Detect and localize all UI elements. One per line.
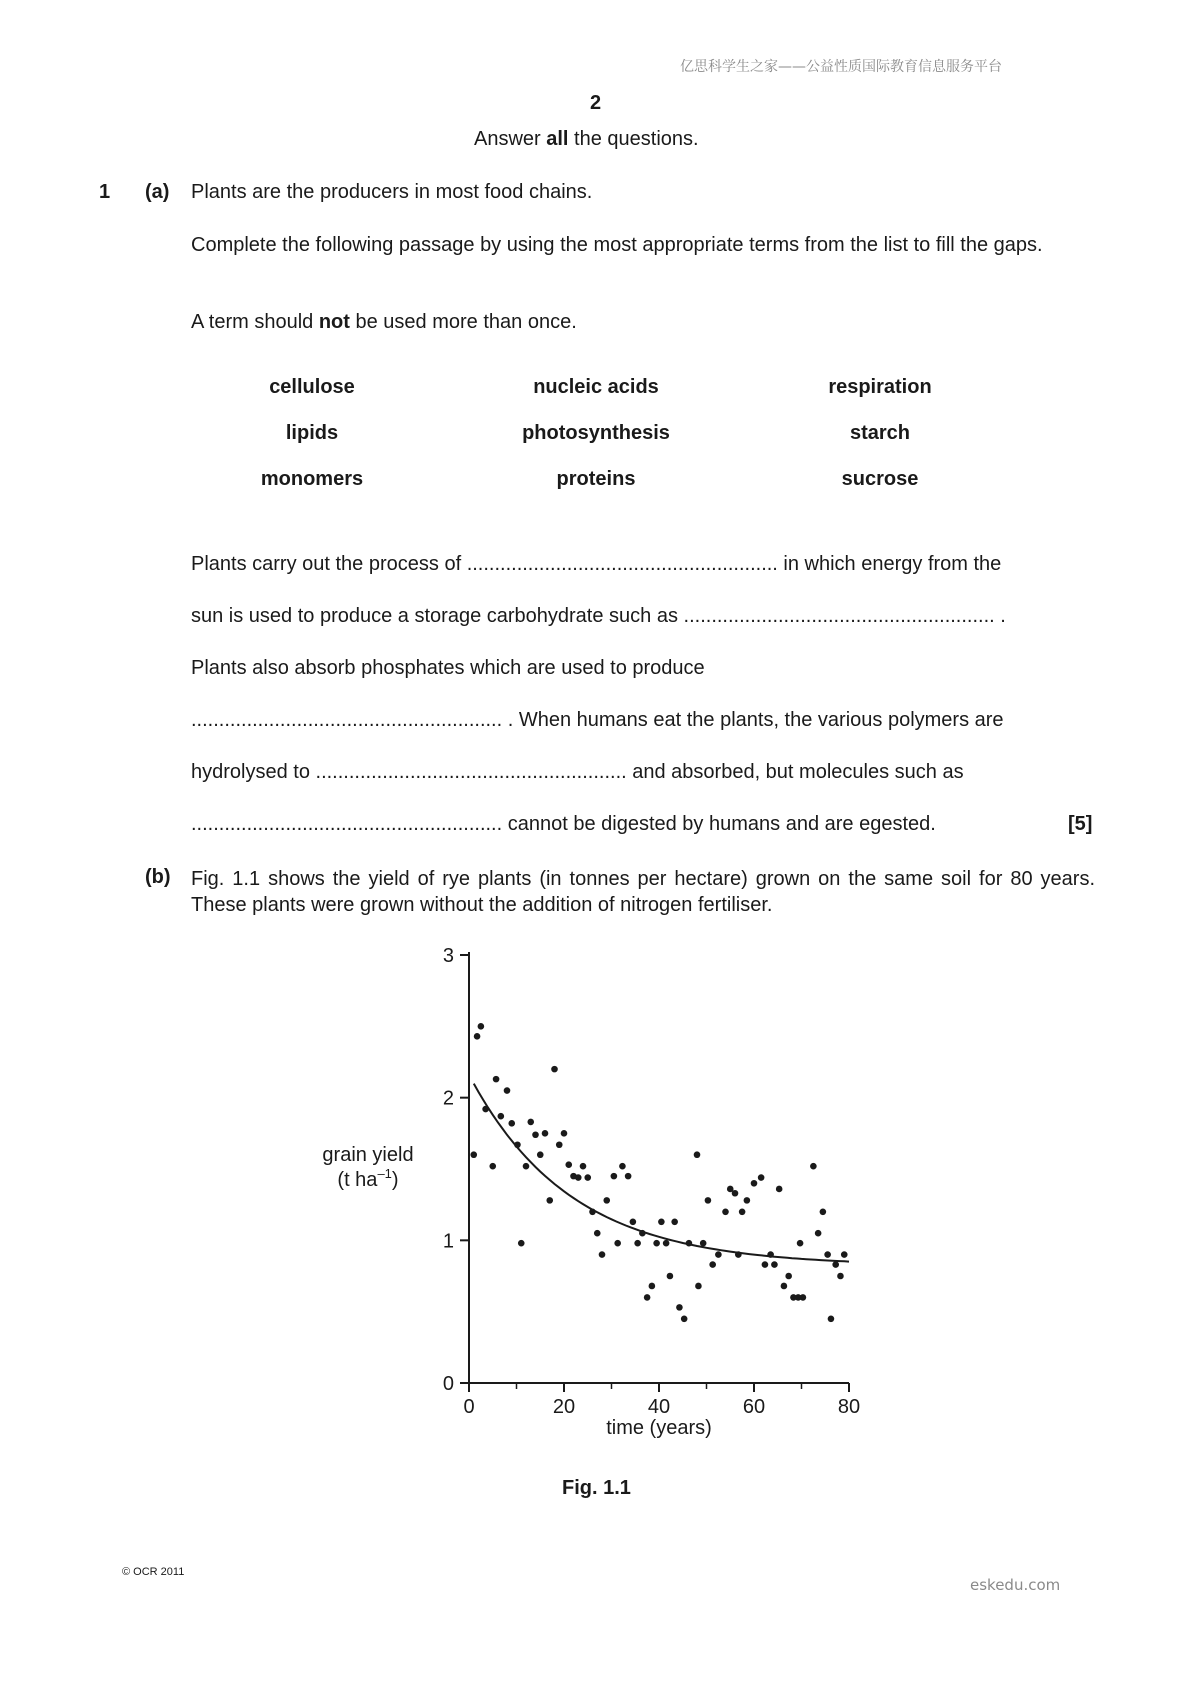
blank-1[interactable]: ........................................................ <box>466 553 778 575</box>
data-point <box>776 1186 783 1193</box>
data-point <box>653 1240 660 1247</box>
rule-bold: not <box>318 311 350 333</box>
data-point <box>527 1119 534 1126</box>
term: sucrose <box>841 468 919 490</box>
data-point <box>797 1240 804 1247</box>
data-point <box>828 1316 835 1323</box>
data-point <box>694 1151 701 1158</box>
x-tick-label: 20 <box>552 1396 576 1418</box>
data-point <box>681 1316 688 1323</box>
part-a-task: Complete the following passage by using the most appropriate terms from the list to fill the gaps. <box>191 234 1043 256</box>
data-point <box>474 1033 481 1040</box>
ylabel-sup: –1 <box>377 1166 392 1181</box>
part-a-intro: Plants are the producers in most food chains. <box>191 181 593 203</box>
text: cannot be digested by humans and are egested. <box>502 813 936 835</box>
blank-3[interactable]: ........................................................ <box>191 709 503 731</box>
part-b-label: (b) <box>145 866 171 888</box>
instruction-post: the questions. <box>568 128 699 150</box>
data-point <box>785 1273 792 1280</box>
x-tick-label: 40 <box>647 1396 671 1418</box>
chart-ticks <box>443 945 860 1418</box>
data-point <box>751 1180 758 1187</box>
y-axis-label-line2 <box>337 1166 398 1191</box>
text: . When humans eat the plants, the various polymers are <box>502 709 1004 731</box>
term: nucleic acids <box>533 376 659 398</box>
data-point <box>584 1174 591 1181</box>
text: and absorbed, but molecules such as <box>626 761 964 783</box>
data-point <box>695 1283 702 1290</box>
data-point <box>810 1163 817 1170</box>
data-point <box>619 1163 626 1170</box>
term: lipids <box>285 422 339 444</box>
data-point <box>832 1261 839 1268</box>
term: starch <box>849 422 911 444</box>
data-point <box>758 1174 765 1181</box>
data-point <box>744 1197 751 1204</box>
data-point <box>551 1066 558 1073</box>
term: monomers <box>260 468 364 490</box>
data-point <box>676 1304 683 1311</box>
data-point <box>594 1230 601 1237</box>
x-tick-label: 60 <box>742 1396 766 1418</box>
data-point <box>732 1190 739 1197</box>
term: photosynthesis <box>522 422 670 444</box>
watermark-footer: eskedu.com <box>970 1576 1061 1594</box>
part-a-rule <box>191 311 577 334</box>
data-point <box>762 1261 769 1268</box>
y-tick-label: 3 <box>442 945 454 967</box>
chart-points <box>470 1023 847 1322</box>
question-number: 1 <box>99 181 111 203</box>
data-point <box>658 1218 665 1225</box>
data-point <box>498 1113 505 1120</box>
y-tick-label: 1 <box>442 1230 454 1253</box>
blank-2[interactable]: ........................................................ <box>683 605 995 627</box>
passage-line-3: Plants also absorb phosphates which are used to produce <box>191 657 705 679</box>
blank-5[interactable]: ........................................................ <box>191 813 503 835</box>
data-point <box>532 1131 539 1138</box>
x-tick-label: 0 <box>463 1396 475 1418</box>
term: cellulose <box>269 376 355 398</box>
data-point <box>625 1173 632 1180</box>
data-point <box>800 1294 807 1301</box>
rule-pre: A term should <box>191 311 319 333</box>
data-point <box>489 1163 496 1170</box>
text: . <box>994 605 1006 627</box>
y-tick-label: 0 <box>442 1373 454 1395</box>
text: in which energy from the <box>777 553 1002 575</box>
data-point <box>671 1218 678 1225</box>
x-axis-label: time (years) <box>606 1417 712 1439</box>
data-point <box>700 1240 707 1247</box>
term: proteins <box>556 468 636 490</box>
ylabel-post: ) <box>391 1169 399 1191</box>
data-point <box>837 1273 844 1280</box>
data-point <box>478 1023 485 1030</box>
data-point <box>508 1120 515 1127</box>
text: hydrolysed to <box>191 761 316 783</box>
y-tick-label: 2 <box>442 1087 454 1110</box>
data-point <box>815 1230 822 1237</box>
data-point <box>493 1076 500 1083</box>
data-point <box>663 1240 670 1247</box>
part-b-text: Fig. 1.1 shows the yield of rye plants (in tonnes per hectare) grown on the same soil for 80 years. These plants were grown without the addition of nitrogen fertiliser. <box>191 868 1095 916</box>
grain-yield-scatter-chart <box>290 920 890 1450</box>
data-point <box>771 1261 778 1268</box>
watermark-header: 亿思科学生之家——公益性质国际教育信息服务平台 <box>680 59 1002 75</box>
data-point <box>781 1283 788 1290</box>
data-point <box>722 1209 729 1216</box>
data-point <box>603 1197 610 1204</box>
text: Plants carry out the process of <box>191 553 467 575</box>
rule-post: be used more than once. <box>349 311 577 333</box>
data-point <box>561 1130 568 1137</box>
passage-line-6 <box>191 813 936 836</box>
data-point <box>523 1163 530 1170</box>
figure-caption: Fig. 1.1 <box>562 1477 631 1499</box>
data-point <box>614 1240 621 1247</box>
x-tick-label: 80 <box>837 1396 861 1418</box>
data-point <box>504 1087 511 1094</box>
data-point <box>470 1151 477 1158</box>
blank-4[interactable]: ........................................................ <box>315 761 627 783</box>
data-point <box>556 1141 563 1148</box>
data-point <box>611 1173 618 1180</box>
data-point <box>709 1261 716 1268</box>
passage-line-4 <box>191 709 1004 732</box>
y-axis-label-line1: grain yield <box>322 1144 414 1166</box>
data-point <box>705 1197 712 1204</box>
data-point <box>634 1240 641 1247</box>
trend-curve <box>474 1084 849 1262</box>
data-point <box>644 1294 651 1301</box>
data-point <box>649 1283 656 1290</box>
data-point <box>630 1218 637 1225</box>
data-point <box>565 1161 572 1168</box>
data-point <box>667 1273 674 1280</box>
passage-line-1 <box>191 553 1001 576</box>
data-point <box>715 1251 722 1258</box>
marks: [5] <box>1068 813 1093 835</box>
data-point <box>546 1197 553 1204</box>
data-point <box>518 1240 525 1247</box>
instruction <box>474 128 699 151</box>
instruction-bold: all <box>546 128 569 150</box>
data-point <box>542 1130 549 1137</box>
data-point <box>599 1251 606 1258</box>
instruction-pre: Answer <box>474 128 547 150</box>
data-point <box>537 1151 544 1158</box>
data-point <box>739 1209 746 1216</box>
data-point <box>841 1251 848 1258</box>
page-number: 2 <box>590 92 602 114</box>
data-point <box>575 1174 582 1181</box>
passage-line-2 <box>191 605 1006 628</box>
passage-line-5 <box>191 761 964 784</box>
part-a-label: (a) <box>145 181 170 203</box>
data-point <box>820 1209 827 1216</box>
copyright: © OCR 2011 <box>122 1566 185 1578</box>
term: respiration <box>828 376 932 398</box>
data-point <box>580 1163 587 1170</box>
ylabel-pre: (t ha <box>337 1169 378 1191</box>
text: sun is used to produce a storage carbohydrate such as <box>191 605 684 627</box>
data-point <box>824 1251 831 1258</box>
